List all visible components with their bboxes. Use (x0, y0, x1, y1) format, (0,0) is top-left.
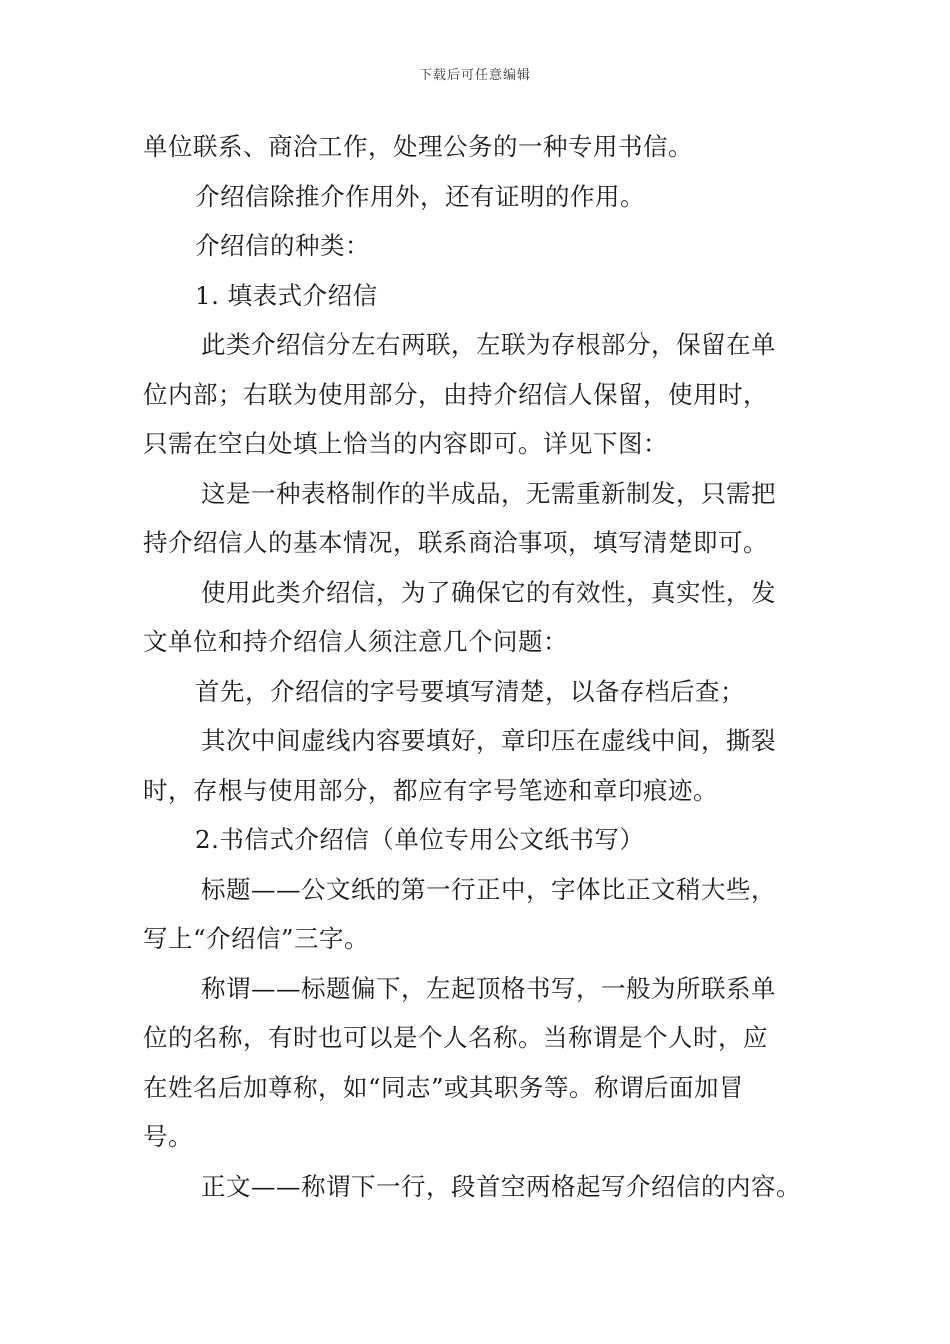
text-line: 时，存根与使用部分，都应有字号笔迹和章印痕迹。 (143, 775, 718, 805)
text-line: 介绍信除推介作用外，还有证明的作用。 (195, 181, 645, 211)
text-line: 位的名称，有时也可以是个人名称。当称谓是个人时，应 (143, 1023, 768, 1052)
text-line: 文单位和持介绍信人须注意几个问题： (143, 627, 568, 656)
text-line: 1. 填表式介绍信 (195, 280, 378, 310)
text-line: 正文——称谓下一行，段首空两格起写介绍信的内容。 (201, 1171, 801, 1201)
text-line: 首先，介绍信的字号要填写清楚，以备存档后查； (195, 676, 745, 706)
text-line: 此类介绍信分左右两联，左联为存根部分，保留在单 (201, 330, 776, 359)
document-body (143, 122, 833, 1211)
text-line: 标题——公文纸的第一行正中，字体比正文稍大些， (201, 874, 776, 904)
text-line: 号。 (143, 1122, 193, 1151)
text-line: 介绍信的种类： (195, 231, 370, 260)
text-line: 其次中间虚线内容要填好，章印压在虚线中间，撕裂 (201, 726, 776, 755)
text-line: 这是一种表格制作的半成品，无需重新制发，只需把 (201, 478, 776, 508)
text-line: 2.书信式介绍信（单位专用公文纸书写） (195, 825, 645, 854)
text-line: 写上“介绍信”三字。 (143, 924, 370, 953)
page-header-note: 下载后可任意编辑 (418, 68, 531, 83)
text-line: 持介绍信人的基本情况，联系商洽事项，填写清楚即可。 (143, 528, 768, 557)
text-line: 使用此类介绍信，为了确保它的有效性，真实性，发 (201, 577, 776, 607)
text-line: 单位联系、商洽工作，处理公务的一种专用书信。 (143, 132, 693, 161)
text-line: 位内部；右联为使用部分，由持介绍信人保留，使用时， (143, 379, 768, 409)
text-line: 称谓——标题偏下，左起顶格书写，一般为所联系单 (201, 973, 776, 1003)
text-line: 在姓名后加尊称，如“同志”或其职务等。称谓后面加冒 (143, 1072, 745, 1102)
text-line: 只需在空白处填上恰当的内容即可。详见下图： (143, 429, 668, 458)
